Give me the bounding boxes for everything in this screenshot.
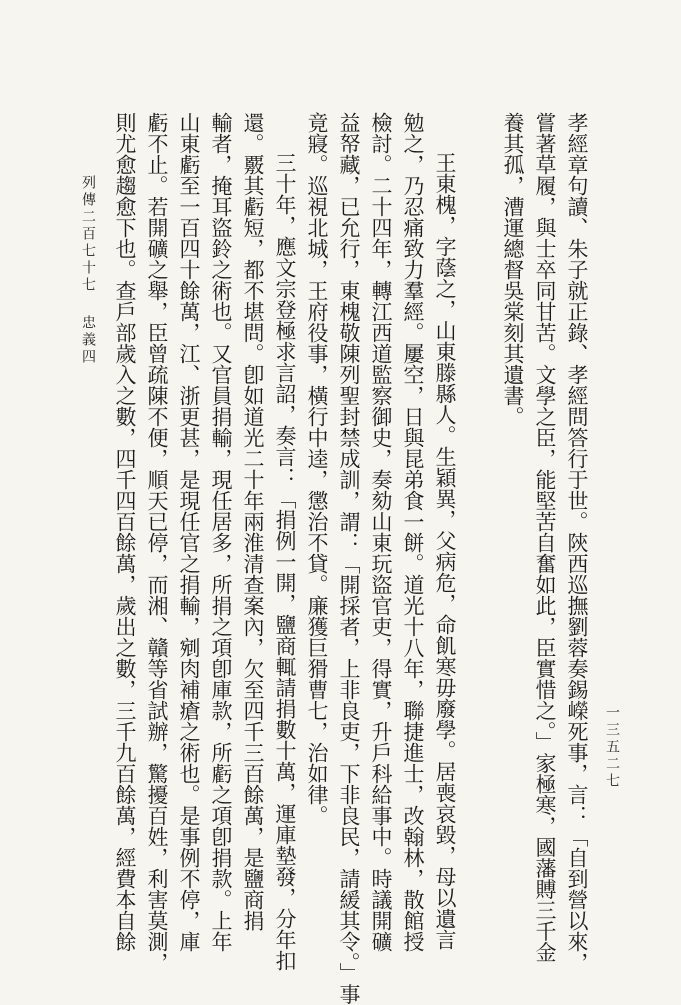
text-column: 山東虧至一百四十餘萬，江、浙更甚，是現任官之捐輸，剜肉補瘡之術也。是事例不停，庫 [177, 112, 201, 952]
text-column: 王東槐，字蔭之，山東滕縣人。生穎異，父病危，命飢寒毋廢學。居喪哀毀，母以遺言 [433, 152, 457, 950]
text-column: 孝經章句讀、朱子就正錄、孝經問答行于世。陝西巡撫劉蓉奏錫嶸死事，言：「自到營以來， [565, 112, 589, 973]
section-title: 忠義四 [80, 315, 96, 366]
text-column: 輸者，掩耳盜鈴之術也。又官員捐輸，現任居多，所捐之項卽庫款，所虧之項卽捐款。上年 [209, 112, 233, 952]
text-column: 虧不止。若開礦之舉，臣曾疏陳不便，順天已停，而湘、贛等省試辦，驚擾百姓，利害莫測， [145, 112, 169, 973]
text-column: 還。覈其虧短，都不堪問。卽如道光二十年兩淮清查案內，欠至四千三百餘萬，是鹽商捐 [241, 112, 265, 931]
running-title: 列傳二百七十七 [80, 175, 96, 294]
text-column: 勉之，乃忍痛致力羣經。屢空，日與昆弟食一餅。道光十八年，聯捷進士，改翰林，散館授 [401, 112, 425, 952]
text-column: 檢討。二十四年，轉江西道監察御史，奏劾山東玩盜官吏，得實，升戶科給事中。時議開礦 [369, 112, 393, 952]
text-column: 三十年，應文宗登極求言詔，奏言：「捐例一開，鹽商輒請捐數十萬，運庫墊發，分年扣 [273, 152, 297, 971]
text-column: 竟寢。巡視北城，王府役事，橫行中逵，懲治不貸。廉獲巨猾曹七，治如律。 [305, 112, 329, 826]
text-column: 益帑藏，已允行，東槐敬陳列聖封禁成訓，謂：「開採者，上非良吏，下非良民，請緩其令。」事 [337, 112, 361, 1005]
text-column: 養其孤，漕運總督吳棠刻其遺書。 [501, 112, 525, 427]
text-column: 則尤愈趨愈下也。查戶部歲入之數，四千四百餘萬，歲出之數，三千九百餘萬，經費本自餘 [113, 112, 137, 952]
page-number: 一三五二七 [604, 705, 620, 790]
text-column: 嘗著草履，與士卒同甘苦。文學之臣，能堅苦自奮如此，臣實惜之。」家極寒，國藩賻三千金 [533, 112, 557, 963]
